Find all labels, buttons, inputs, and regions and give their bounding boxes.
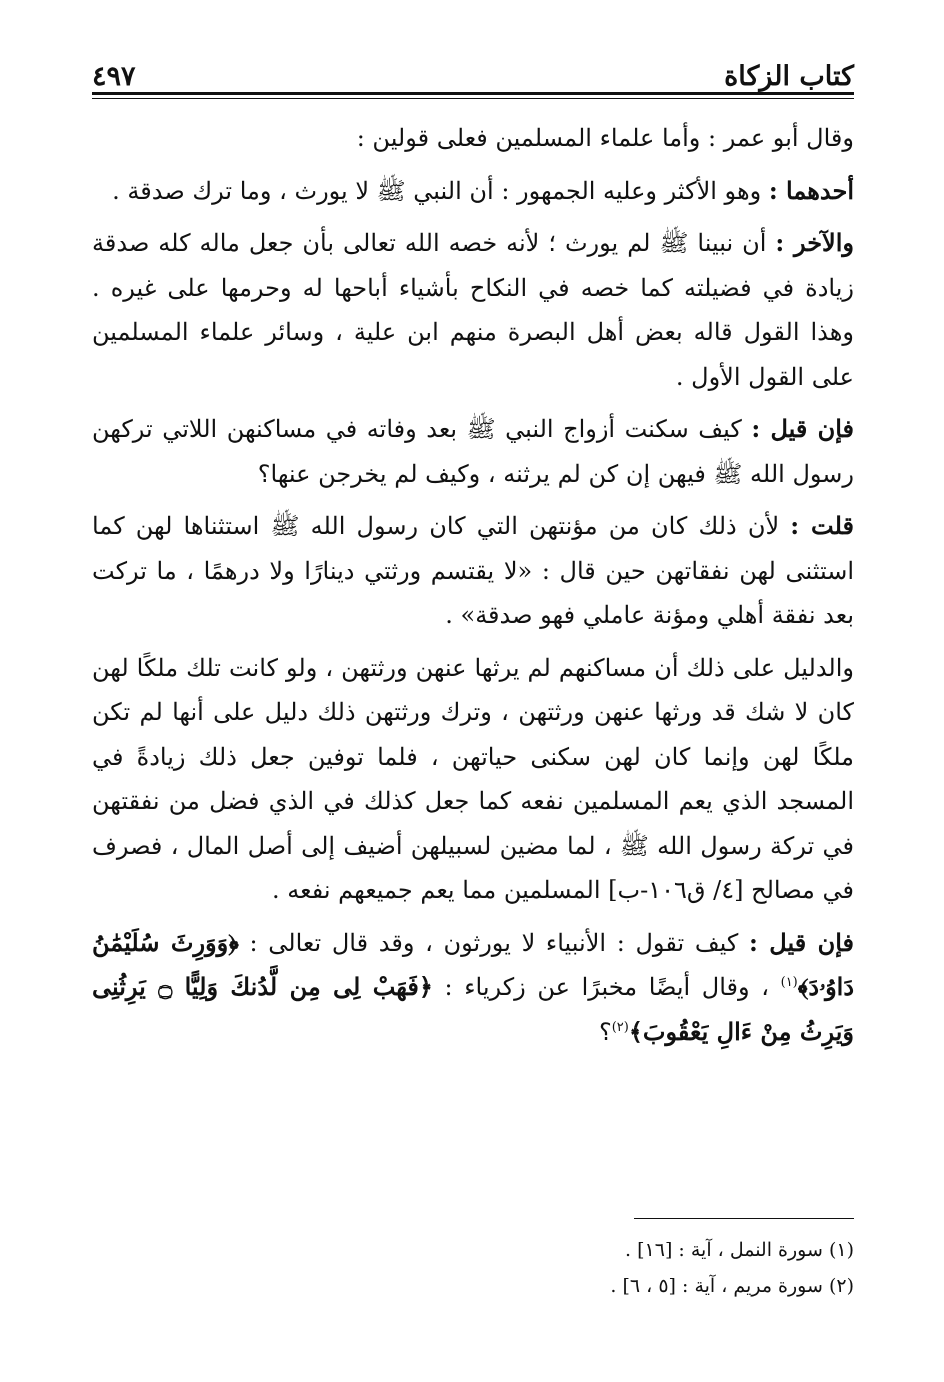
paragraph-5-lead: قلت : — [790, 511, 854, 540]
paragraph-5 — [92, 504, 854, 638]
paragraph-4 — [92, 407, 854, 496]
paragraph-7-text-a: كيف تقول : الأنبياء لا يورثون ، وقد قال تعالى : — [238, 928, 750, 957]
footnote-separator — [634, 1218, 854, 1219]
quran-verse-1: ﴿وَوَرِثَ سُلَيْمَٰنُ دَاوُۥدَ﴾ — [92, 927, 855, 1001]
footnote-ref-2[interactable]: (٢) — [611, 1019, 629, 1035]
paragraph-7-text-b: ، وقال أيضًا مخبرًا عن زكرياء : — [432, 973, 781, 1001]
paragraph-1: وقال أبو عمر : وأما علماء المسلمين فعلى قولين : — [356, 124, 854, 152]
footnote-ref-1[interactable]: (١) — [780, 975, 798, 990]
paragraph-7-end: ؟ — [598, 1017, 612, 1046]
paragraph-3-lead: والآخر : — [775, 228, 854, 257]
paragraph-2 — [92, 169, 854, 214]
book-title: كتاب الزكاة — [724, 61, 854, 92]
header-rule-thick — [92, 92, 854, 95]
paragraph-3-text: أن نبينا ﷺ لم يورث ؛ لأنه خصه الله تعالى بأن جعل ماله كله صدقة زيادة في فضيلته كما خصه في النكاح بأشياء أباحها له وحرمها على غيره . وهذا القول قاله بعض أهل البصرة منهم ابن علية ، وسائر علماء المسلمين على القول الأول . — [92, 229, 854, 391]
paragraph-2-lead: أحدهما : — [768, 175, 854, 205]
quran-verse-2: ﴿فَهَبْ لِى مِن لَّدُنكَ وَلِيًّا ۝ يَرِثُنِى وَيَرِثُ مِنْ ءَالِ يَعْقُوبَ﴾ — [92, 972, 854, 1046]
paragraph-4-lead: فإن قيل : — [751, 414, 854, 443]
footnotes — [92, 1232, 854, 1304]
header-rule-thin — [92, 98, 854, 99]
footnote-1: (١) سورة النمل ، آية : [١٦] . — [625, 1239, 854, 1261]
page-header — [92, 48, 854, 90]
footnote-2: (٢) سورة مريم ، آية : [٥ ، ٦] . — [610, 1275, 854, 1297]
paragraph-3 — [92, 221, 854, 399]
paragraph-2-text: وهو الأكثر وعليه الجمهور : أن النبي ﷺ لا يورث ، وما ترك صدقة . — [112, 176, 769, 205]
paragraph-5-text: لأن ذلك كان من مؤنتهن التي كان رسول الله ﷺ استثناها لهن كما استثنى لهن نفقاتهن حين قال : «لا يقتسم ورثتي دينارًا ولا درهمًا ، ما تركت بعد نفقة أهلي ومؤنة عاملي فهو صدقة» . — [92, 512, 854, 629]
paragraph-4-text: كيف سكنت أزواج النبي ﷺ بعد وفاته في مساكنهن اللاتي تركهن رسول الله ﷺ فيهن إن كن لم يرثنه ، وكيف لم يخرجن عنها؟ — [92, 415, 854, 488]
paragraph-6: والدليل على ذلك أن مساكنهم لم يرثها عنهن ورثتهن ، ولو كانت تلك ملكًا لهن كان لا شك قد ورثها عنهن ورثتهن ، وترك ورثتهن ذلك دليل على أنها لم تكن ملكًا لهن وإنما كان لهن سكنى حياتهن ، فلما توفين جعل ذلك زيادةً في المسجد الذي يعم المسلمين نفعه كما جعل كذلك في الذي فضل من نفقتهن في تركة رسول الله ﷺ ، لما مضين لسبيلهن أضيف إلى أصل المال ، فصرف في مصالح [٤/ ق١٠٦-ب] المسلمين مما يعم جميعهم نفعه . — [92, 653, 854, 904]
page-number: ٤٩٧ — [92, 61, 136, 92]
paragraph-7 — [92, 921, 854, 1055]
paragraph-7-lead: فإن قيل : — [749, 927, 855, 957]
main-text — [92, 116, 854, 1062]
